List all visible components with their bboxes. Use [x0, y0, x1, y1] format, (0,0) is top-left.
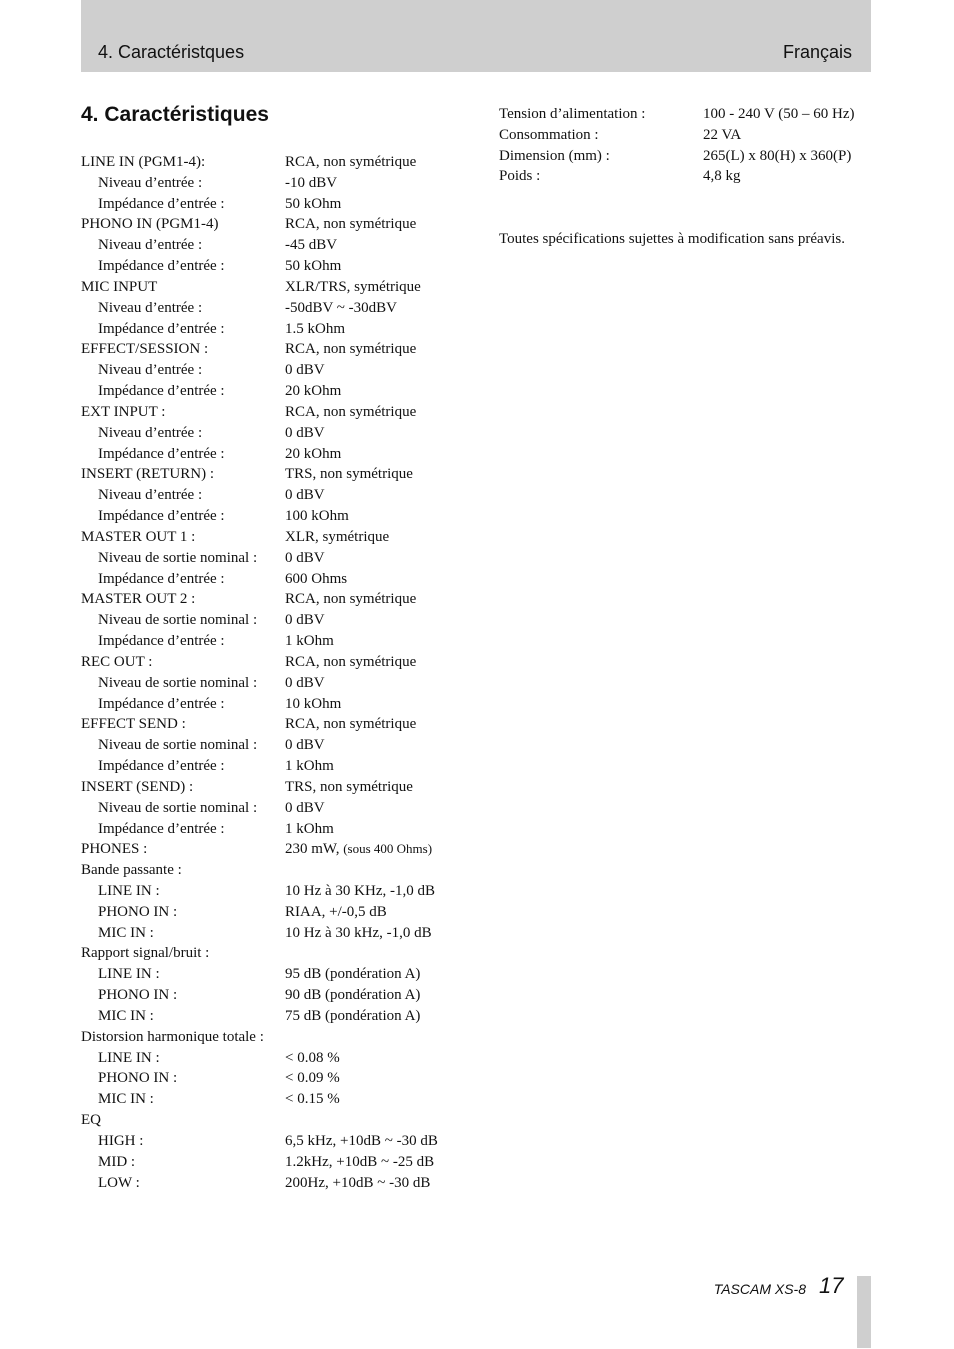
spec-value — [285, 527, 389, 548]
spec-row — [81, 652, 481, 673]
spec-label: LINE IN (PGM1-4): — [81, 154, 206, 170]
header-section-title: 4. Caractéristques — [98, 42, 245, 62]
spec-row — [81, 256, 481, 277]
spec-row — [81, 235, 481, 256]
spec-row — [81, 464, 481, 485]
spec-label: HIGH : — [98, 1132, 144, 1149]
spec-value-text: 20 kOhm — [285, 445, 342, 462]
spec-value — [285, 214, 416, 235]
spec-row — [81, 173, 481, 194]
spec-value — [285, 1131, 438, 1152]
spec-label: LINE IN : — [98, 882, 160, 899]
spec-row — [81, 339, 481, 360]
spec-value-text: 22 VA — [703, 126, 742, 143]
spec-value-text: 0 dBV — [285, 737, 325, 754]
spec-label: MIC IN : — [98, 1091, 154, 1108]
page-header-bar — [81, 0, 871, 72]
spec-label: Niveau de sortie nominal : — [98, 799, 258, 816]
spec-value-text: 100 kOhm — [285, 508, 349, 525]
spec-label: Impédance d’entrée : — [98, 758, 225, 775]
spec-value — [285, 923, 432, 944]
spec-value-text: 50 kOhm — [285, 195, 342, 212]
spec-label: Rapport signal/bruit : — [81, 945, 210, 962]
spec-row — [81, 589, 481, 610]
spec-label: MASTER OUT 2 : — [81, 591, 196, 608]
spec-value — [285, 631, 334, 652]
spec-value — [285, 610, 325, 631]
spec-row — [81, 1068, 481, 1089]
spec-label: MIC IN : — [98, 924, 154, 941]
spec-value — [285, 798, 325, 819]
spec-value-text: 0 dBV — [285, 487, 325, 504]
spec-value-text: XLR, symétrique — [285, 528, 390, 545]
spec-row — [81, 943, 481, 964]
spec-label: PHONO IN : — [98, 903, 178, 920]
spec-value — [703, 146, 851, 167]
footer-tab — [857, 1276, 871, 1348]
spec-value — [285, 756, 334, 777]
spec-value — [285, 819, 334, 840]
spec-row — [81, 881, 481, 902]
spec-row — [81, 1089, 481, 1110]
spec-row — [81, 319, 481, 340]
spec-value — [703, 166, 741, 187]
spec-row — [499, 146, 879, 167]
spec-row — [81, 798, 481, 819]
spec-value-text: 200Hz, +10dB ~ -30 dB — [285, 1174, 431, 1191]
spec-label: MIC IN : — [98, 1007, 154, 1024]
spec-list-right — [499, 104, 879, 187]
footer-brand: TASCAM XS-8 — [713, 1281, 806, 1297]
spec-value-text: 100 - 240 V (50 – 60 Hz) — [703, 106, 855, 122]
spec-value-text: XLR/TRS, symétrique — [285, 278, 421, 295]
spec-row — [81, 360, 481, 381]
spec-row — [81, 214, 481, 235]
spec-value-text: < 0.15 % — [285, 1091, 340, 1108]
spec-row — [81, 1110, 481, 1131]
spec-label: Impédance d’entrée : — [98, 383, 225, 400]
spec-label: EFFECT/SESSION : — [81, 341, 209, 358]
spec-value-text: 600 Ohms — [285, 570, 348, 587]
spec-value-text: RCA, non symétrique — [285, 716, 417, 733]
spec-value — [285, 506, 349, 527]
spec-row — [81, 735, 481, 756]
spec-value-text: 1 kOhm — [285, 758, 334, 775]
spec-value — [285, 1152, 434, 1173]
spec-row — [81, 756, 481, 777]
spec-value-text: 1 kOhm — [285, 820, 334, 837]
spec-value — [285, 548, 325, 569]
spec-value — [285, 569, 347, 590]
spec-list-left — [81, 152, 481, 1193]
spec-value-text: 0 dBV — [285, 549, 325, 566]
spec-value — [703, 125, 741, 146]
spec-row — [81, 839, 481, 860]
spec-value-text: TRS, non symétrique — [285, 778, 413, 795]
spec-row — [81, 402, 481, 423]
spec-value — [285, 235, 337, 256]
spec-value-text: RCA, non symétrique — [285, 591, 417, 608]
spec-value — [285, 194, 341, 215]
spec-label: Impédance d’entrée : — [98, 320, 225, 337]
spec-value — [285, 902, 387, 923]
spec-value — [285, 152, 416, 173]
spec-row — [81, 819, 481, 840]
spec-row — [81, 423, 481, 444]
spec-label: REC OUT : — [81, 653, 153, 670]
spec-value — [285, 673, 325, 694]
spec-label: INSERT (SEND) : — [81, 778, 194, 795]
spec-row — [81, 485, 481, 506]
spec-label: Dimension (mm) : — [499, 147, 610, 164]
spec-row — [81, 860, 481, 881]
spec-row — [499, 166, 879, 187]
spec-value-text: 0 dBV — [285, 362, 325, 379]
spec-row — [81, 777, 481, 798]
spec-value — [285, 339, 416, 360]
spec-row — [81, 902, 481, 923]
spec-row — [81, 569, 481, 590]
spec-value-text: 230 mW, — [285, 841, 340, 858]
spec-label: Consommation : — [499, 126, 599, 143]
spec-label: Niveau de sortie nominal : — [98, 549, 258, 566]
spec-row — [81, 1131, 481, 1152]
spec-value-text: 20 kOhm — [285, 383, 342, 400]
spec-value-text: -50dBV ~ -30dBV — [285, 299, 398, 316]
spec-label: EXT INPUT : — [81, 403, 166, 420]
spec-value-text: 50 kOhm — [285, 258, 342, 275]
spec-label: MASTER OUT 1 : — [81, 528, 196, 545]
spec-row — [81, 381, 481, 402]
spec-value-text: 0 dBV — [285, 612, 325, 629]
spec-label: PHONO IN : — [98, 987, 178, 1004]
spec-row — [81, 194, 481, 215]
spec-value-text: -10 dBV — [285, 174, 338, 191]
spec-label: MIC INPUT — [81, 278, 158, 295]
spec-value — [285, 1068, 340, 1089]
spec-label: MID : — [98, 1153, 136, 1170]
spec-value — [285, 714, 416, 735]
spec-row — [81, 714, 481, 735]
spec-row — [81, 1048, 481, 1069]
spec-value — [285, 777, 413, 798]
spec-value-text: 0 dBV — [285, 424, 325, 441]
spec-value — [285, 652, 416, 673]
spec-label: Niveau de sortie nominal : — [98, 674, 258, 691]
spec-value — [285, 589, 416, 610]
spec-value — [285, 839, 432, 860]
spec-row — [81, 673, 481, 694]
spec-value-text: RCA, non symétrique — [285, 154, 417, 170]
spec-row — [81, 923, 481, 944]
spec-value — [285, 1089, 340, 1110]
spec-value-text: 75 dB (pondération A) — [285, 1007, 421, 1024]
spec-value — [285, 402, 416, 423]
spec-value — [285, 298, 397, 319]
spec-row — [81, 152, 481, 173]
spec-label: Impédance d’entrée : — [98, 258, 225, 275]
spec-label: Niveau d’entrée : — [98, 424, 203, 441]
spec-row — [81, 298, 481, 319]
spec-value-note: (sous 400 Ohms) — [343, 841, 433, 857]
spec-value-text: < 0.08 % — [285, 1049, 340, 1066]
spec-label: Impédance d’entrée : — [98, 195, 225, 212]
spec-label: LINE IN : — [98, 1049, 160, 1066]
spec-label: Bande passante : — [81, 862, 182, 879]
spec-value — [285, 277, 421, 298]
spec-row — [81, 527, 481, 548]
spec-label: Impédance d’entrée : — [98, 695, 225, 712]
spec-value — [285, 735, 325, 756]
header-language: Français — [782, 42, 852, 62]
spec-label: Impédance d’entrée : — [98, 820, 225, 837]
spec-label: Niveau d’entrée : — [98, 299, 203, 316]
spec-value — [285, 464, 413, 485]
spec-value — [285, 360, 325, 381]
spec-value-text: RCA, non symétrique — [285, 653, 417, 670]
spec-label: Niveau de sortie nominal : — [98, 737, 258, 754]
spec-value-text: 1 kOhm — [285, 633, 334, 650]
spec-label: Niveau de sortie nominal : — [98, 612, 258, 629]
spec-row — [81, 1006, 481, 1027]
spec-value — [285, 985, 420, 1006]
spec-label: Impédance d’entrée : — [98, 633, 225, 650]
spec-label: Niveau d’entrée : — [98, 237, 203, 254]
spec-value-text: 90 dB (pondération A) — [285, 987, 421, 1004]
spec-row — [81, 506, 481, 527]
spec-value-text: 6,5 kHz, +10dB ~ -30 dB — [285, 1132, 438, 1149]
spec-label: Niveau d’entrée : — [98, 362, 203, 379]
spec-value-text: 1.2kHz, +10dB ~ -25 dB — [285, 1153, 435, 1170]
spec-label: PHONO IN : — [98, 1070, 178, 1087]
spec-value-text: RCA, non symétrique — [285, 341, 417, 358]
page-number: 17 — [819, 1273, 844, 1298]
spec-value-text: 10 Hz à 30 KHz, -1,0 dB — [285, 882, 435, 899]
spec-row — [81, 985, 481, 1006]
spec-row — [499, 125, 879, 146]
spec-value-text: 1.5 kOhm — [285, 320, 345, 337]
spec-value-text: < 0.09 % — [285, 1070, 340, 1087]
spec-value — [285, 881, 435, 902]
spec-label: Tension d’alimentation : — [499, 106, 646, 122]
spec-label: LOW : — [98, 1174, 140, 1191]
spec-value — [285, 256, 341, 277]
spec-value-text: 95 dB (pondération A) — [285, 966, 421, 983]
disclaimer-note: Toutes spécifications sujettes à modification sans préavis. — [499, 231, 845, 247]
spec-label: PHONES : — [81, 841, 148, 858]
spec-value — [285, 694, 341, 715]
spec-row — [81, 694, 481, 715]
spec-value — [285, 381, 341, 402]
spec-label: Impédance d’entrée : — [98, 508, 225, 525]
spec-value — [285, 173, 337, 194]
spec-value — [285, 1048, 340, 1069]
spec-value — [285, 319, 345, 340]
spec-value-text: -45 dBV — [285, 237, 338, 254]
spec-value-text: 265(L) x 80(H) x 360(P) — [703, 147, 852, 164]
spec-value-text: TRS, non symétrique — [285, 466, 413, 483]
spec-value — [285, 485, 325, 506]
spec-row — [81, 277, 481, 298]
spec-label: Impédance d’entrée : — [98, 445, 225, 462]
spec-value-text: 0 dBV — [285, 674, 325, 691]
spec-label: LINE IN : — [98, 966, 160, 983]
spec-row — [81, 548, 481, 569]
spec-row — [81, 964, 481, 985]
spec-value-text: RCA, non symétrique — [285, 216, 417, 233]
spec-row — [81, 1173, 481, 1194]
spec-row — [81, 1152, 481, 1173]
spec-value — [285, 964, 420, 985]
spec-value — [285, 1173, 430, 1194]
spec-value-text: RIAA, +/-0,5 dB — [285, 903, 387, 920]
spec-value-text: 0 dBV — [285, 799, 325, 816]
spec-label: Impédance d’entrée : — [98, 570, 225, 587]
spec-label: Niveau d’entrée : — [98, 174, 203, 191]
spec-value — [285, 1006, 420, 1027]
spec-label: PHONO IN (PGM1-4) — [81, 216, 219, 233]
spec-value — [703, 104, 855, 125]
spec-value-text: 10 Hz à 30 kHz, -1,0 dB — [285, 924, 432, 941]
spec-label: Distorsion harmonique totale : — [81, 1028, 264, 1045]
spec-label: EFFECT SEND : — [81, 716, 186, 733]
spec-value-text: 4,8 kg — [703, 168, 741, 185]
spec-value-text: RCA, non symétrique — [285, 403, 417, 420]
spec-row — [499, 104, 879, 125]
spec-value — [285, 423, 325, 444]
spec-row — [81, 1027, 481, 1048]
spec-label: INSERT (RETURN) : — [81, 466, 214, 483]
spec-row — [81, 631, 481, 652]
spec-value-text: 10 kOhm — [285, 695, 342, 712]
spec-row — [81, 610, 481, 631]
spec-row — [81, 444, 481, 465]
spec-value — [285, 444, 341, 465]
spec-label: EQ — [81, 1112, 101, 1129]
section-title: 4. Caractéristiques — [81, 103, 269, 126]
spec-label: Poids : — [499, 168, 541, 185]
spec-label: Niveau d’entrée : — [98, 487, 203, 504]
